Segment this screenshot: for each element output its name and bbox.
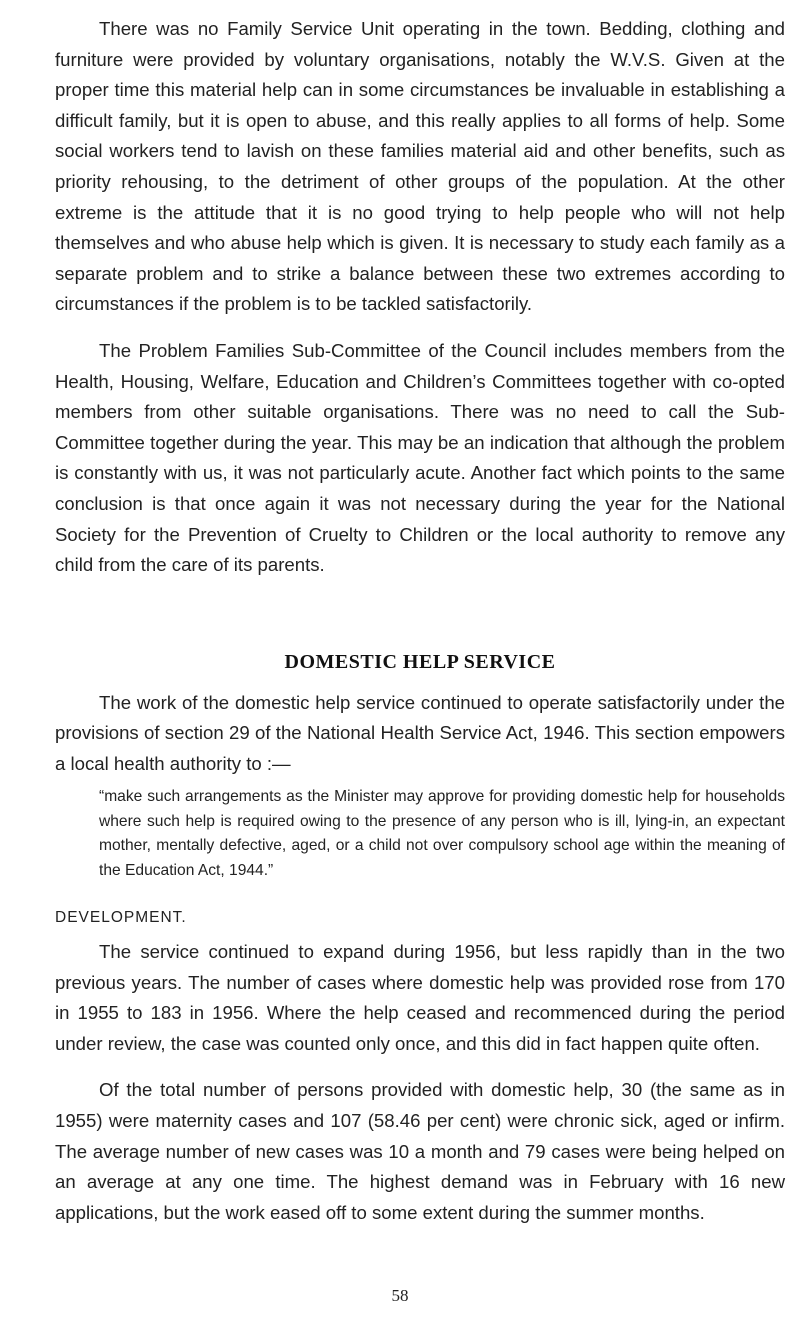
paragraph-family-service: There was no Family Service Unit operating in the town. Bedding, clothing and furniture were provided by voluntary organisations, notably the W.V.S. Given at the proper time this material help can in some circumstances be invaluable in establishing a difficult family, but it is open to abuse, and this really applies to all forms of help. Some social workers tend to lavish on these families material aid and other benefits, such as priority rehousing, to the detriment of other groups of the population. At the other extreme is the attitude that it is no good trying to help people who will not help themselves and who abuse help which is given. It is necessary to study each family as a separate problem and to strike a balance between these two extremes according to circumstances if the problem is to be tackled satisfactorily.: [55, 18, 785, 315]
paragraph-case-statistics: Of the total number of persons provided with domestic help, 30 (the same as in 1955) were maternity cases and 107 (58.46 per cent) were chronic sick, aged or infirm. The average number of new cases was 10 a month and 79 cases were being helped on an average at any one time. The highest demand was in February with 16 new applications, but the work eased off to some extent during the summer months.: [55, 1079, 785, 1223]
section-heading: DOMESTIC HELP SERVICE: [284, 650, 556, 673]
paragraph-problem-families-subcommittee: The Problem Families Sub-Committee of the Council includes members from the Health, Housing, Welfare, Education and Children’s Committees together with co-opted members from other suitable organisations. There was no need to call the Sub-Committee together during the year. This may be an indication that although the problem is constantly with us, it was not particularly acute. Another fact which points to the same conclusion is that once again it was not necessary during the year for the National Society for the Prevention of Cruelty to Children or the local authority to remove any child from the care of its parents.: [55, 339, 785, 576]
statute-quote: “make such arrangements as the Minister may approve for providing domestic help for households where such help is required owing to the presence of any person who is ill, lying-in, an expectant mother, mentally defective, aged, or a child not over compulsory school age within the meaning of the Education Act, 1944.”: [99, 788, 785, 879]
paragraph-service-expansion: The service continued to expand during 1956, but less rapidly than in the two previous years. The number of cases where domestic help was provided rose from 170 in 1955 to 183 in 1956. Where the help ceased and recommenced during the period under review, the case was counted only once, and this did in fact happen quite often.: [55, 941, 785, 1054]
document-page: [55, 14, 785, 1228]
page-number: 58: [391, 1286, 409, 1305]
subheading-development: DEVELOPMENT.: [55, 909, 187, 927]
paragraph-section-intro: The work of the domestic help service continued to operate satisfactorily under the provisions of section 29 of the National Health Service Act, 1946. This section empowers a local health authority to :—: [55, 691, 785, 774]
